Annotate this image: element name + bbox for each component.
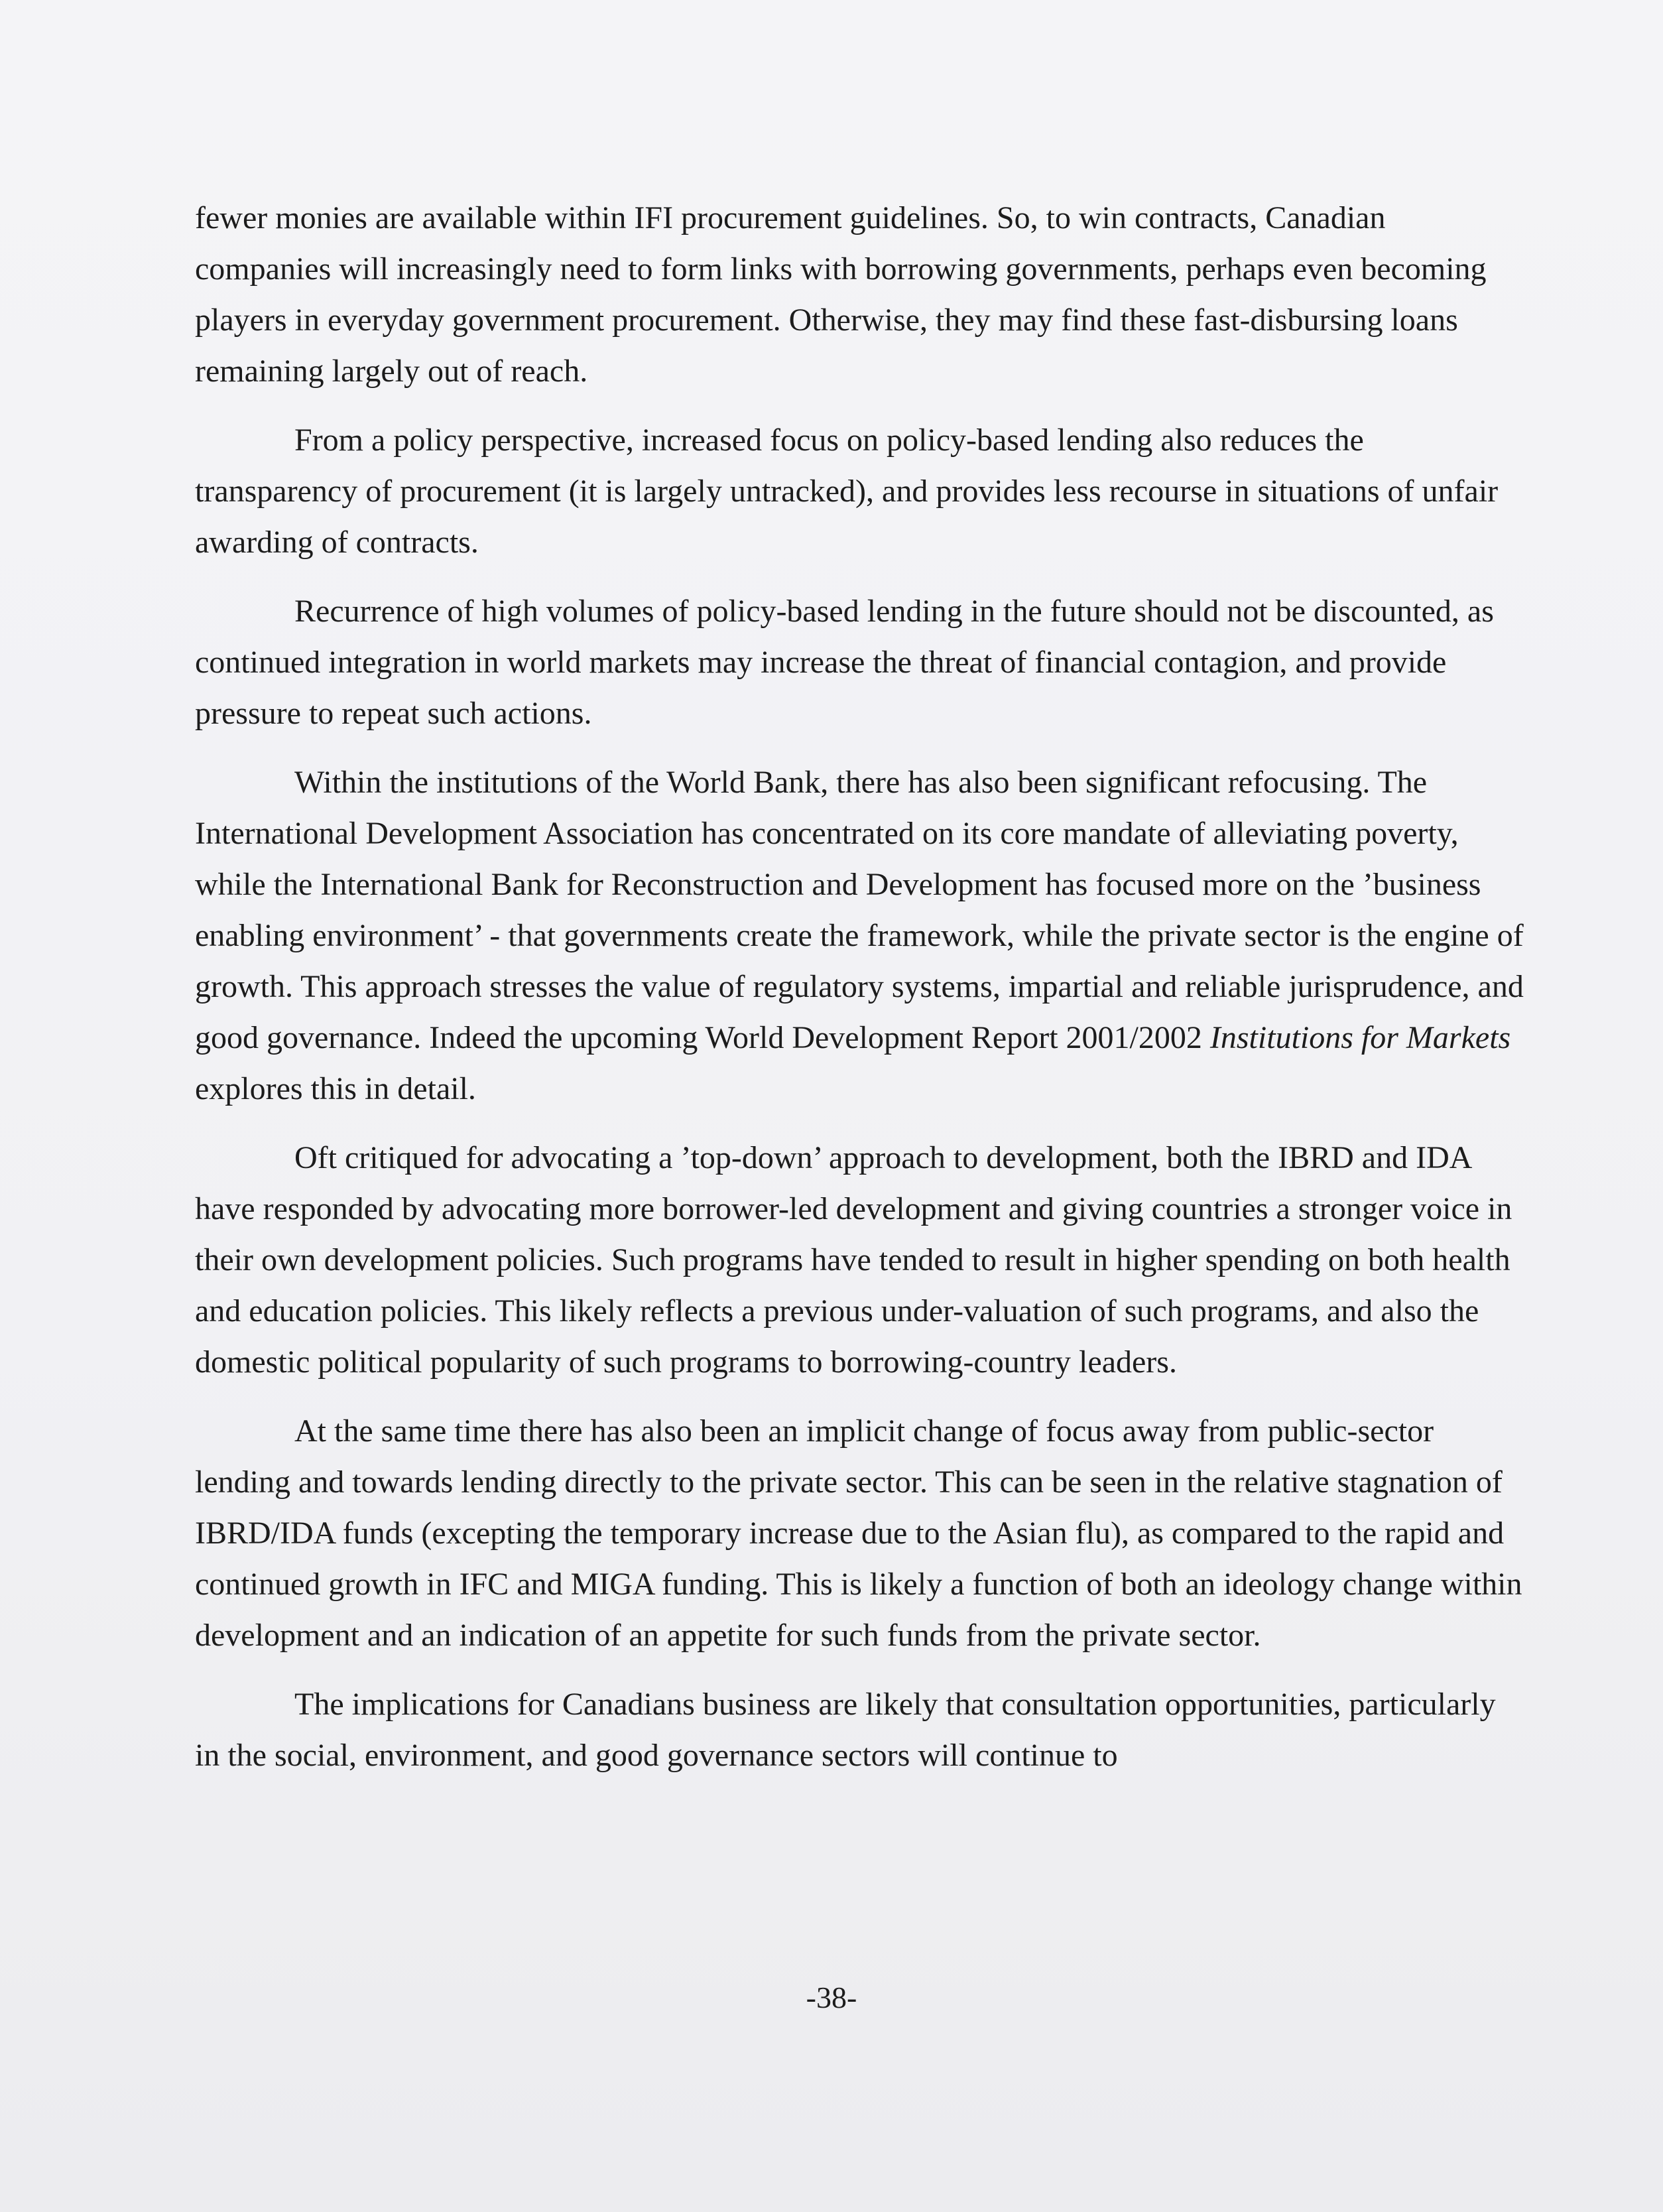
paragraph-1: fewer monies are available within IFI procurement guidelines. So, to win contracts, Canadian companies will increasingly need to form links with borrowing governments, perhaps even becoming players in everyday government procurement. Otherwise, they may find these fast-disbursing loans remaining largely out of reach. <box>195 200 1487 389</box>
body-text <box>195 192 1528 1799</box>
paragraph-4-tail: explores this in detail. <box>195 1071 476 1106</box>
paragraph-6: At the same time there has also been an implicit change of focus away from public-sector lending and towards lending directly to the private sector. This can be seen in the relative stagnation of IBRD/IDA funds (excepting the temporary increase due to the Asian flu), as compared to the rapid and continued growth in IFC and MIGA funding. This is likely a function of both an ideology change within development and an indication of an appetite for such funds from the private sector. <box>195 1413 1522 1653</box>
paragraph-2: From a policy perspective, increased focus on policy-based lending also reduces the transparency of procurement (it is largely untracked), and provides less recourse in situations of unfair awarding of contracts. <box>195 423 1499 560</box>
paragraph-4 <box>195 757 1528 1114</box>
paragraph-7: The implications for Canadians business are likely that consultation opportunities, particularly in the social, environment, and good governance sectors will continue to <box>195 1687 1496 1773</box>
paragraph-5: Oft critiqued for advocating a ’top-down’ approach to development, both the IBRD and IDA have responded by advocating more borrower-led development and giving countries a stronger voice in their own development policies. Such programs have tended to result in higher spending on both health and education policies. This likely reflects a previous under-valuation of such programs, and also the domestic political popularity of such programs to borrowing-country leaders. <box>195 1140 1512 1380</box>
paragraph-3: Recurrence of high volumes of policy-based lending in the future should not be discounted, as continued integration in world markets may increase the threat of financial contagion, and provide pressure to repeat such actions. <box>195 594 1494 731</box>
page-number: -38- <box>806 1981 857 2014</box>
report-title: Institutions for Markets <box>1209 1020 1511 1055</box>
paragraph-4-text: Within the institutions of the World Bank, there has also been significant refocusing. The International Development Association has concentrated on its core mandate of alleviating poverty, while the International Bank for Reconstruction and Development has focused more on the ’business enabling environment’ - that governments create the framework, while the private sector is the engine of growth. This approach stresses the value of regulatory systems, impartial and reliable jurisprudence, and good governance. Indeed the upcoming World Development Report 2001/2002 <box>195 765 1524 1055</box>
